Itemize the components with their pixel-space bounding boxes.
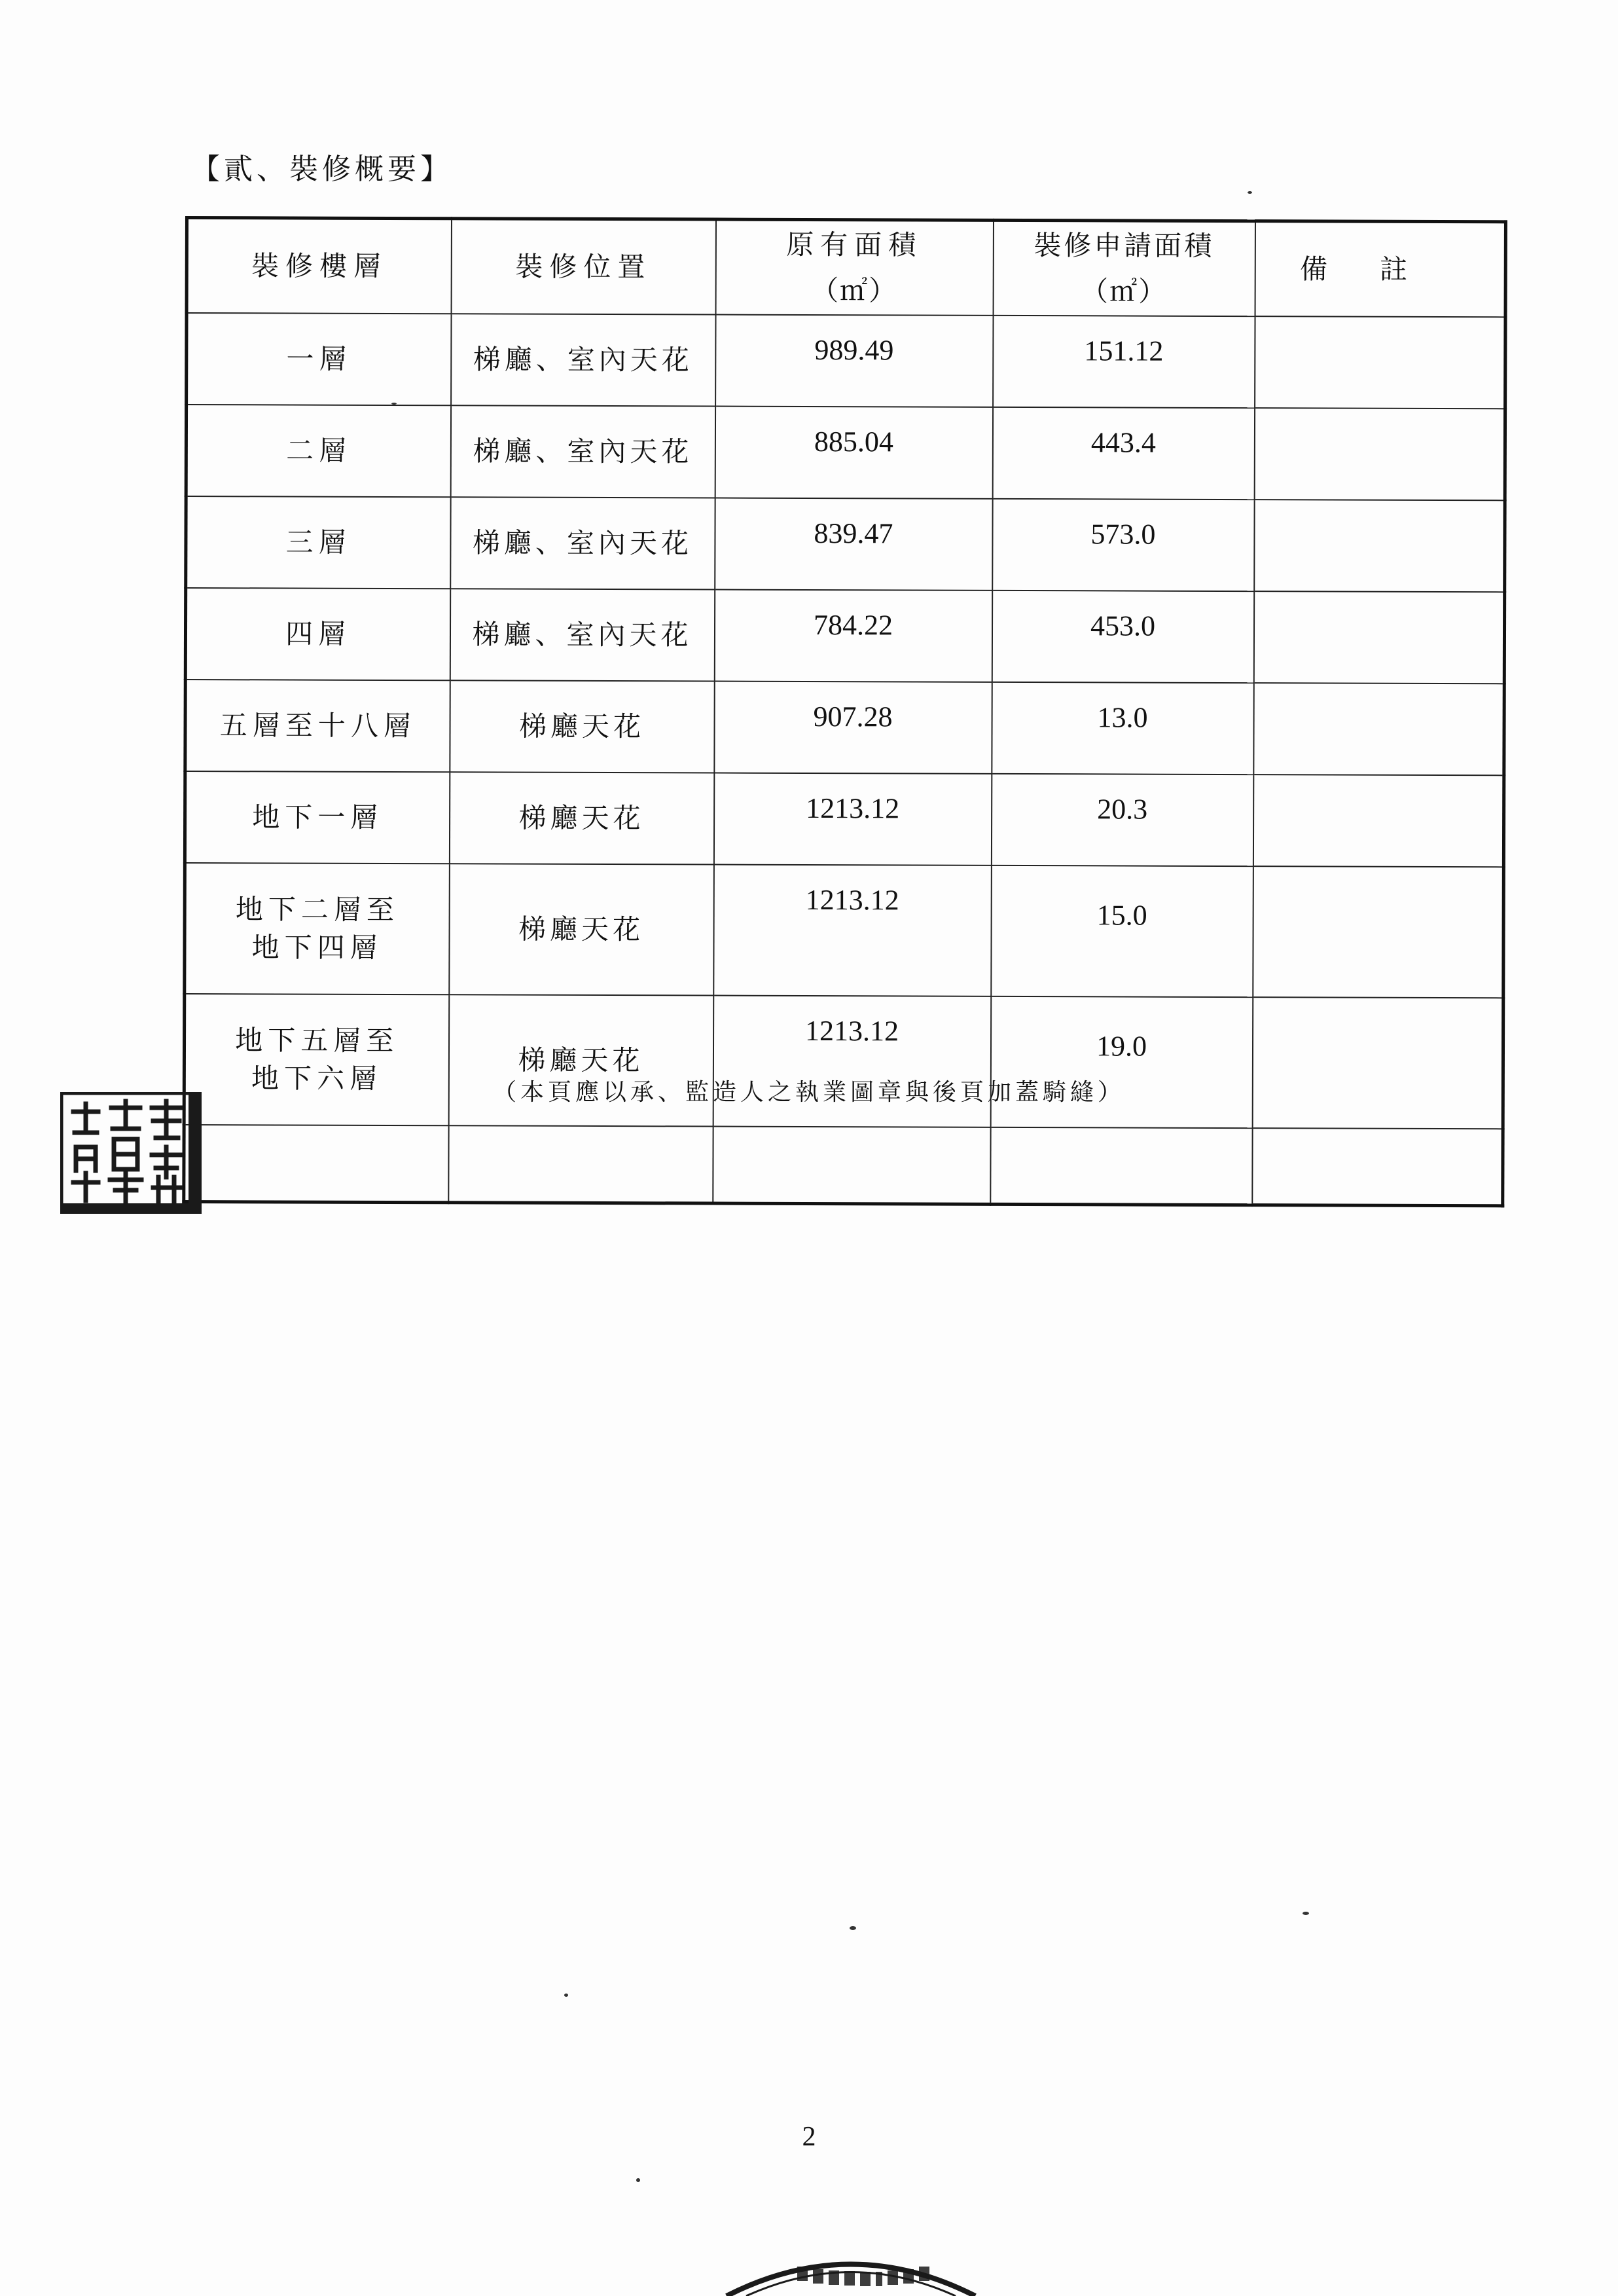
cell-remark (1254, 500, 1505, 592)
cell-location: 梯廳天花 (448, 994, 713, 1126)
scan-speck (1248, 191, 1252, 194)
cell-applied-area: 573.0 (992, 499, 1254, 591)
table-row (186, 496, 1505, 592)
cell-original-area: 885.04 (715, 407, 992, 499)
scan-speck (850, 1926, 856, 1930)
header-applied-area (993, 220, 1255, 316)
cell-empty (448, 1125, 713, 1203)
header-original-area (715, 219, 993, 316)
cell-empty (1252, 1128, 1503, 1206)
cell-applied-area: 19.0 (990, 996, 1253, 1128)
cell-floor-line1: 地下二層至 (235, 893, 399, 926)
cell-original-area: 1213.12 (713, 773, 991, 866)
cell-floor: 四層 (185, 588, 450, 680)
cell-applied-area: 453.0 (992, 591, 1253, 683)
header-applied-area-unit: （㎡） (1081, 275, 1168, 308)
cell-location: 梯廳、室內天花 (451, 314, 715, 406)
header-original-area-unit: （㎡） (811, 274, 898, 307)
cell-original-area: 839.47 (715, 498, 992, 591)
table-row (186, 405, 1505, 500)
cell-location: 梯廳天花 (449, 864, 714, 995)
scan-speck (636, 2178, 640, 2182)
header-applied-area-label: 裝修申請面積 (1034, 229, 1215, 262)
table-row (185, 771, 1503, 867)
table-row (187, 313, 1505, 409)
cell-floor: 五層至十八層 (185, 680, 450, 772)
architect-seal-stamp (60, 1092, 202, 1214)
scan-speck (564, 1994, 568, 1997)
header-remarks: 備註 (1255, 221, 1505, 318)
cell-original-area: 1213.12 (713, 865, 992, 996)
cell-original-area: 784.22 (714, 590, 992, 682)
cell-floor: 三層 (186, 496, 450, 589)
cell-floor-line2: 地下四層 (251, 931, 383, 964)
cell-location: 梯廳、室內天花 (450, 589, 714, 681)
renovation-summary-table-wrap (182, 216, 1504, 1207)
cell-remark (1255, 316, 1505, 409)
scan-speck (391, 403, 397, 405)
cell-empty (713, 1127, 990, 1205)
cell-applied-area: 13.0 (992, 682, 1253, 774)
cell-location: 梯廳、室內天花 (450, 405, 715, 498)
cell-remark (1253, 866, 1504, 998)
cell-applied-area: 443.4 (992, 407, 1254, 500)
section-heading: 【貳、裝修概要】 (191, 153, 453, 186)
cell-empty (990, 1127, 1252, 1205)
cell-floor (185, 863, 450, 994)
table-row (185, 588, 1504, 683)
cell-original-area: 1213.12 (713, 996, 991, 1127)
cell-floor-line2: 地下六層 (251, 1062, 383, 1095)
page-number: 2 (802, 2122, 816, 2152)
round-seal-stamp (720, 2226, 982, 2296)
cell-applied-area: 20.3 (991, 774, 1253, 866)
cell-floor: 地下一層 (185, 771, 449, 864)
header-floor: 裝修樓層 (187, 218, 451, 314)
renovation-summary-table (182, 216, 1507, 1207)
cell-original-area: 907.28 (714, 682, 992, 774)
table-row (185, 680, 1504, 775)
cell-floor: 一層 (187, 313, 451, 405)
cell-remark (1252, 997, 1503, 1129)
table-row (184, 994, 1503, 1129)
table-header-row (187, 218, 1505, 318)
cell-location: 梯廳、室內天花 (450, 497, 715, 589)
cell-empty (184, 1125, 448, 1203)
cell-remark (1253, 591, 1504, 683)
scan-speck (1303, 1912, 1309, 1915)
cell-location: 梯廳天花 (450, 680, 714, 773)
seal-instruction-note: （本頁應以承、監造人之執業圖章與後頁加蓋騎縫） (492, 1079, 1125, 1106)
header-location: 裝修位置 (451, 219, 715, 315)
cell-original-area: 989.49 (715, 315, 993, 407)
table-row-empty (184, 1125, 1503, 1206)
cell-remark (1253, 683, 1504, 775)
cell-remark (1254, 408, 1505, 500)
cell-location: 梯廳天花 (449, 772, 713, 864)
cell-floor-line1: 地下五層至 (235, 1024, 399, 1057)
header-original-area-label: 原有面積 (786, 228, 923, 261)
cell-applied-area: 151.12 (993, 316, 1255, 408)
cell-remark (1253, 774, 1503, 867)
cell-floor: 二層 (186, 405, 450, 497)
table-row (185, 863, 1504, 998)
cell-applied-area: 15.0 (991, 866, 1253, 997)
